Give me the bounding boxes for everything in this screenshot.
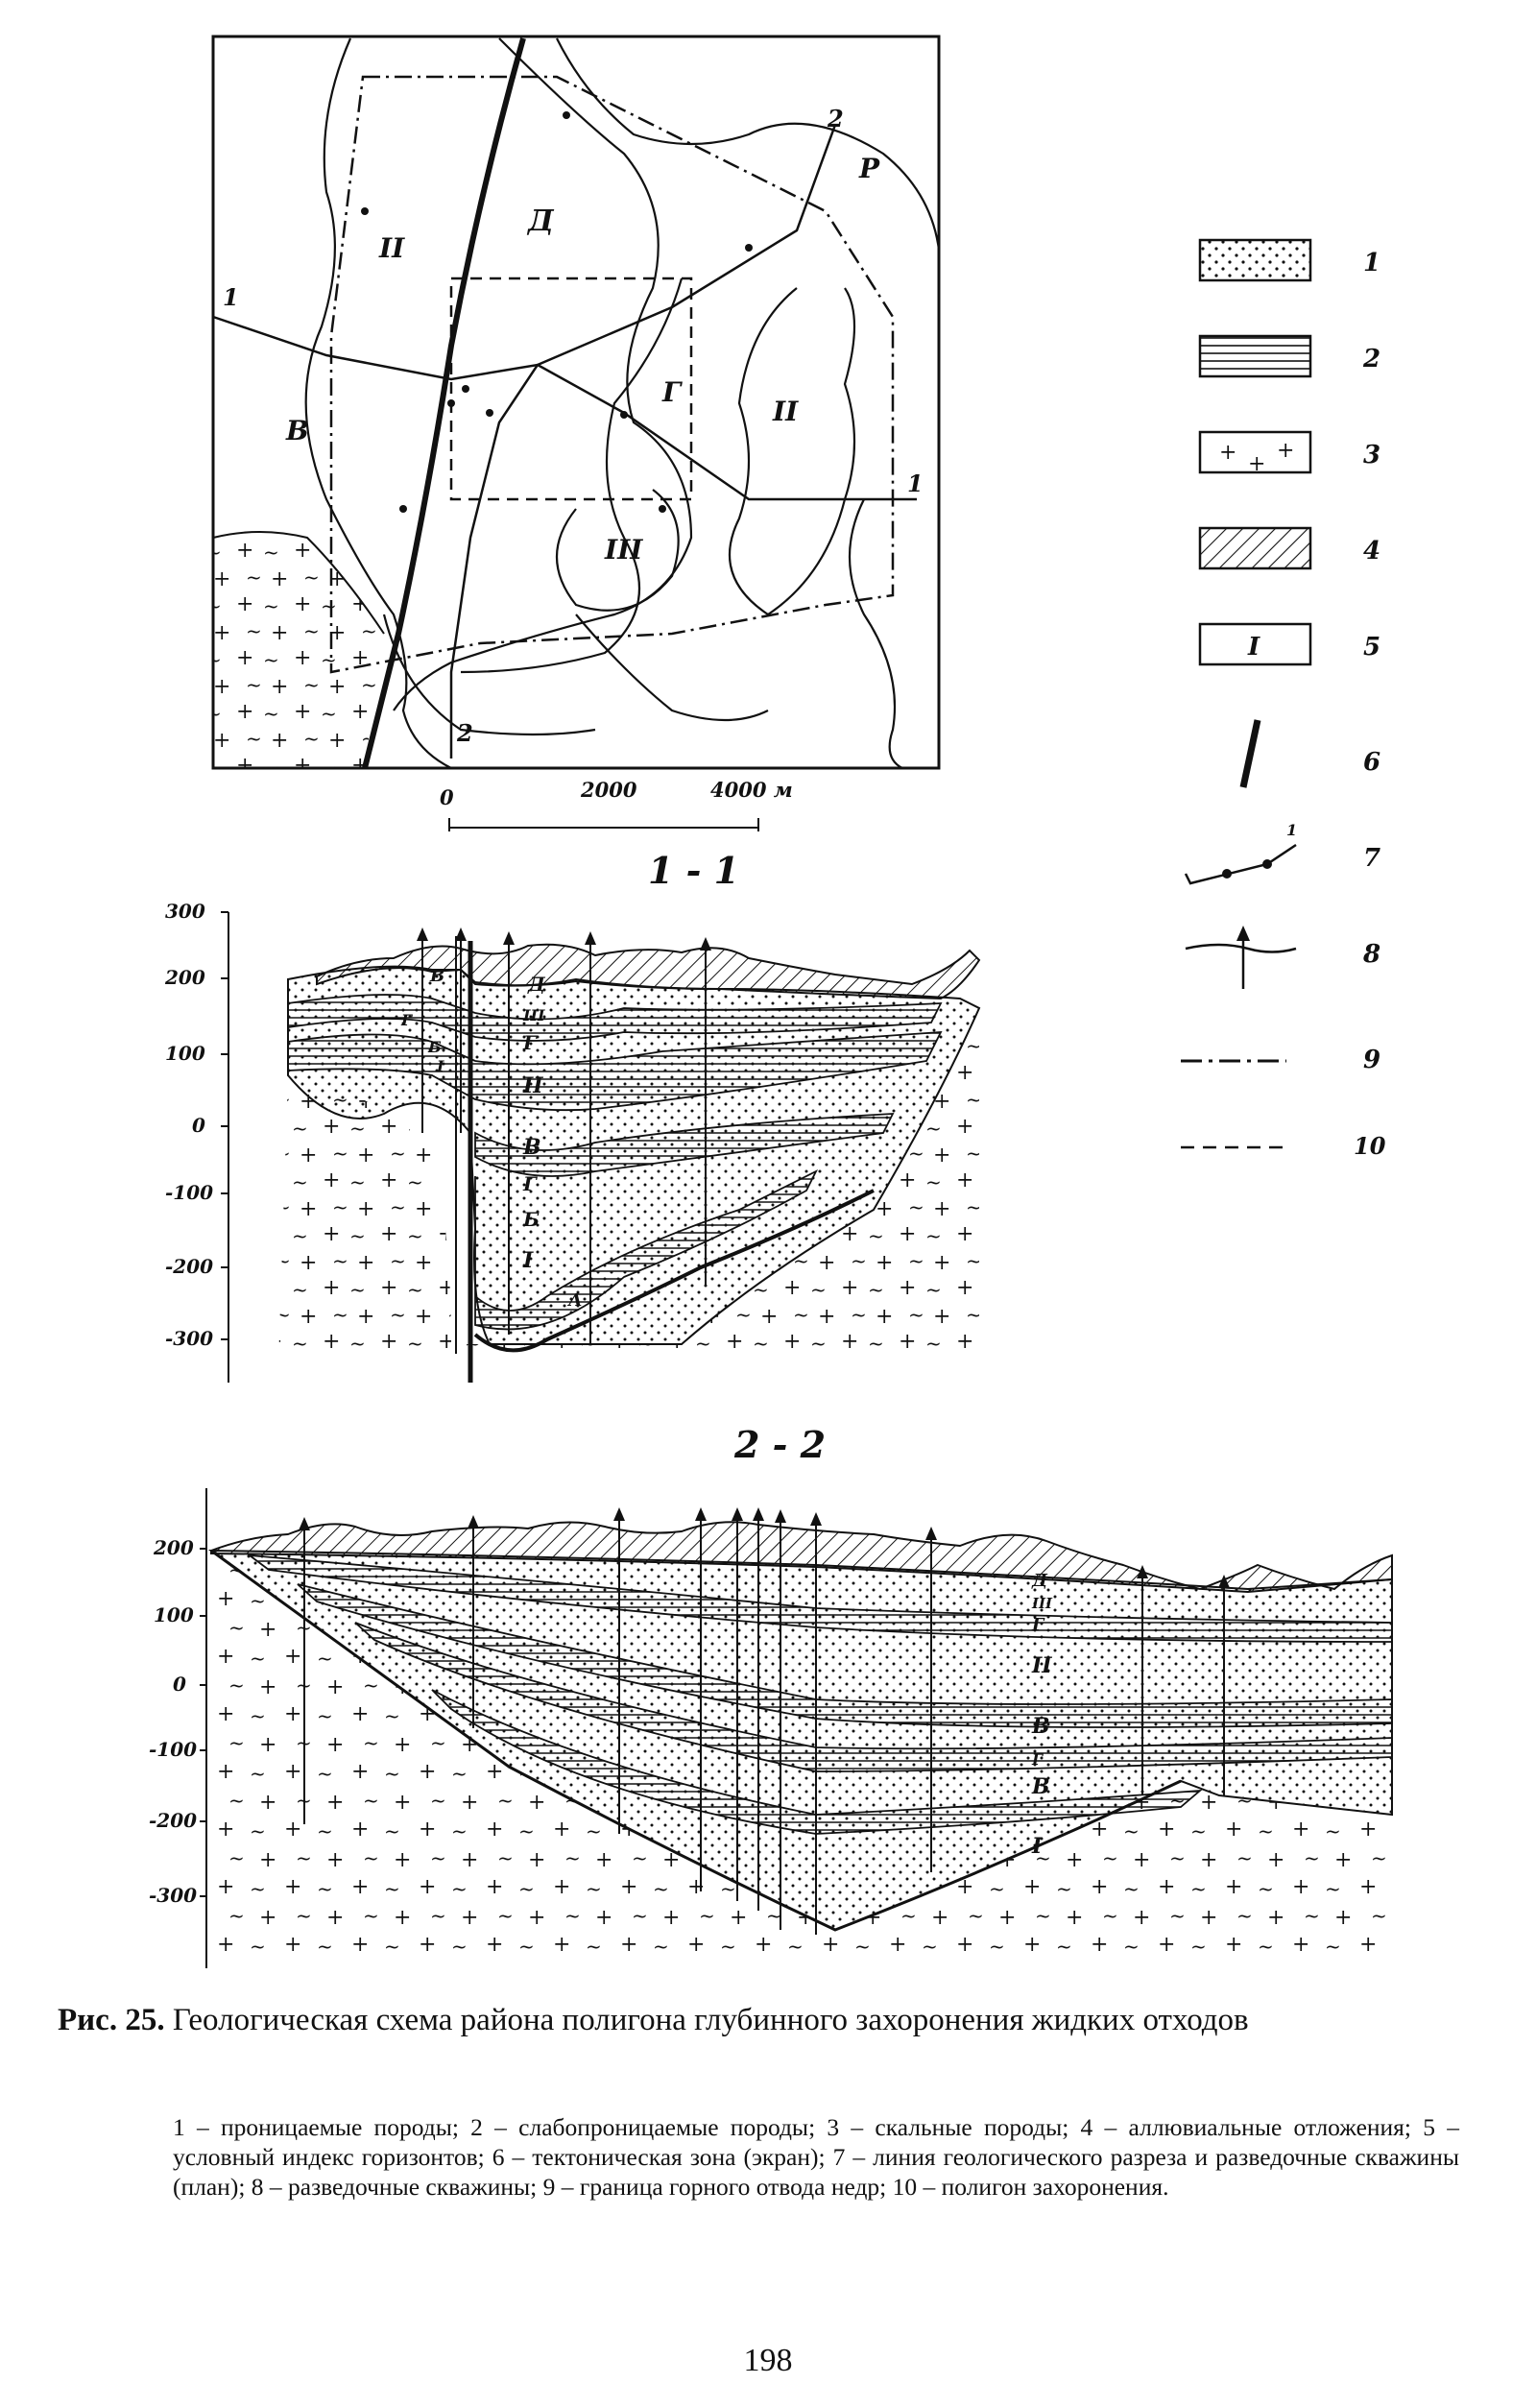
section-line-label: 1 <box>907 470 924 497</box>
layer-label: Б <box>428 1038 442 1056</box>
layer-label: Г <box>401 1011 413 1029</box>
layer-label: Д <box>528 973 545 996</box>
layer-label: Г <box>523 1172 537 1195</box>
scale-tick: 0 <box>440 785 454 809</box>
scale-tick: 4000 м <box>710 778 793 802</box>
map-zone-label: Г <box>662 376 682 408</box>
legend-symbol-section-line <box>1186 845 1296 883</box>
layer-label: Г <box>1032 1750 1044 1769</box>
layer-label: II <box>1032 1653 1052 1678</box>
mining-allotment-boundary <box>331 77 893 672</box>
y-tick-label: -200 <box>165 1255 214 1278</box>
legend-number: 9 <box>1363 1046 1381 1074</box>
legend-number: 1 <box>1363 249 1381 277</box>
figure-caption-legend: 1 – проницаемые породы; 2 – слабопроницаемые породы; 3 – скальные породы; 4 – аллювиальные отложения; 5 – условный индекс горизонтов; 6 – тектоническая зона (экран); 7 – линия геологического разреза и разведочные скважины (план); 8 – разведочные скважины; 9 – граница горного отвода недр; 10 – полигон захоронения. <box>173 2113 1459 2201</box>
y-tick-label: -100 <box>149 1738 198 1761</box>
layer-label: В <box>523 1135 541 1160</box>
legend-number: 10 <box>1354 1132 1386 1160</box>
legend <box>1152 211 1440 1181</box>
legend-swatch-alluvial <box>1200 528 1310 568</box>
figure-title: Геологическая схема района полигона глубинного захоронения жидких отходов <box>172 2003 1249 2037</box>
legend-number: 3 <box>1363 441 1381 470</box>
legend-symbol-well <box>1186 945 1296 952</box>
layer-label: Г <box>1032 1615 1044 1635</box>
geologic-map <box>0 0 960 864</box>
layer-label: I <box>437 1057 444 1075</box>
section-line-2-2 <box>451 125 835 759</box>
y-tick-label: 300 <box>165 900 205 923</box>
legend-swatch-weakly-permeable <box>1200 336 1310 376</box>
section-line-label: 2 <box>457 719 473 747</box>
y-tick-label: 200 <box>154 1536 194 1559</box>
y-tick-label: 0 <box>173 1673 186 1696</box>
section-title: 2 - 2 <box>734 1423 827 1466</box>
page-number: 198 <box>743 2343 793 2378</box>
y-tick-label: 0 <box>192 1114 205 1137</box>
layer-label: III <box>523 1006 545 1024</box>
layer-label: II <box>523 1073 543 1098</box>
legend-box-label: 1 <box>1286 821 1298 839</box>
map-zone-label: II <box>773 396 799 427</box>
map-zone-label: Р <box>859 153 880 184</box>
legend-number: 6 <box>1363 748 1381 777</box>
map-zone-label: В <box>286 415 309 446</box>
legend-number: 8 <box>1363 940 1381 969</box>
layer-label: Г <box>523 1031 537 1054</box>
layer-label: Д <box>1032 1571 1048 1591</box>
section-1-1 <box>144 845 1104 1383</box>
y-tick-label: -300 <box>165 1327 214 1350</box>
layer-label: I <box>523 1248 534 1273</box>
layer-label: В <box>430 966 445 986</box>
legend-symbol-tectonic <box>1243 720 1258 787</box>
svg-text:+: + <box>1248 452 1266 476</box>
y-tick-label: 100 <box>165 1042 205 1065</box>
figure-label: Рис. 25. <box>58 2003 165 2037</box>
layer-label: А <box>568 1290 583 1311</box>
section-line-label: 1 <box>223 283 239 311</box>
y-tick-label: -200 <box>149 1809 198 1832</box>
rock-area <box>213 532 384 768</box>
legend-number: 4 <box>1363 537 1381 566</box>
section-line-1-1 <box>213 317 917 499</box>
y-tick-label: 100 <box>154 1603 194 1626</box>
figure-caption-title <box>58 1999 1478 2041</box>
legend-number: 5 <box>1363 633 1381 662</box>
section-2-2 <box>144 1411 1430 1968</box>
legend-number: 2 <box>1363 345 1381 373</box>
tectonic-zone-fault <box>365 38 523 768</box>
section-title: 1 - 1 <box>648 849 740 892</box>
svg-text:+: + <box>1219 441 1237 465</box>
map-zone-label: Д <box>528 205 554 238</box>
y-tick-label: -100 <box>165 1181 214 1204</box>
y-tick-label: -300 <box>149 1884 198 1907</box>
layer-label: Б <box>523 1208 540 1231</box>
legend-box-label: I <box>1248 633 1260 662</box>
map-zone-label: III <box>605 534 643 566</box>
scale-tick: 2000 <box>581 778 637 802</box>
y-tick-label: 200 <box>165 966 205 989</box>
layer-label: III <box>1032 1595 1053 1612</box>
layer-label: В <box>1032 1774 1050 1799</box>
map-zone-label: II <box>379 232 405 264</box>
y-axis-ticks <box>221 912 228 1339</box>
layer-label: I <box>1032 1834 1043 1859</box>
svg-text:+: + <box>1277 439 1295 463</box>
section-line-label: 2 <box>828 105 844 132</box>
layer-label: В <box>1032 1714 1050 1739</box>
legend-swatch-permeable <box>1200 240 1310 280</box>
legend-number: 7 <box>1363 844 1381 873</box>
